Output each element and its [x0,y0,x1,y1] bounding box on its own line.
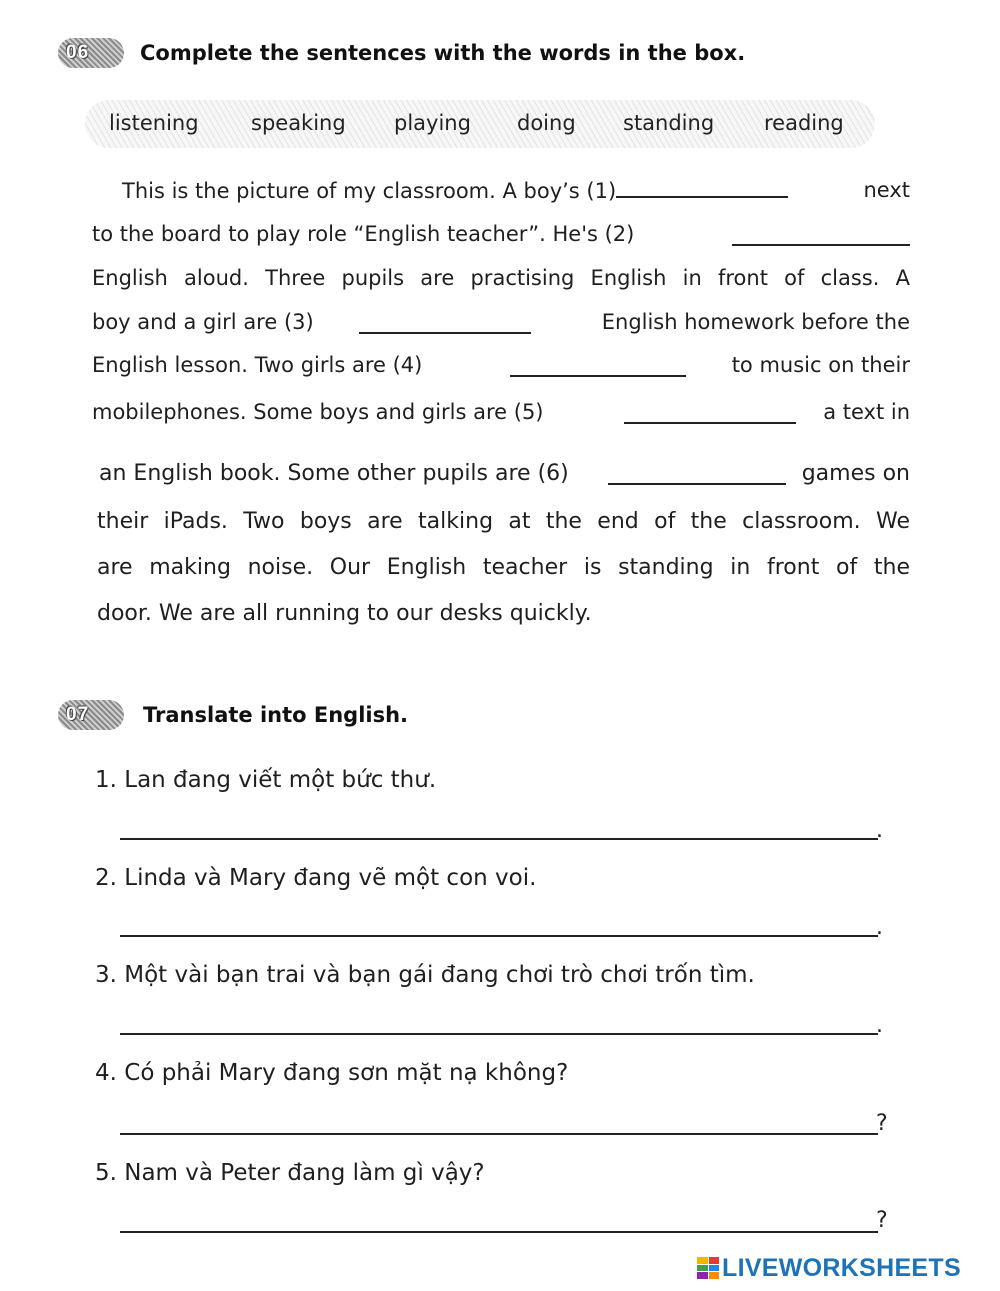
answer-line-5[interactable] [120,1231,878,1233]
passage-text: to the board to play role “English teacher”. He's (2) [92,222,635,246]
passage-line-6 [92,400,910,430]
question-1: 1. Lan đang viết một bức thư. [95,767,437,793]
passage-line-5 [92,353,910,383]
section-07-title: Translate into English. [143,703,409,727]
answer-line-4[interactable] [120,1133,878,1135]
section-06-badge: 06 [58,38,124,68]
passage-line-4 [92,310,910,340]
answer-end-1: . [876,818,883,843]
passage-text: a text in [823,400,910,424]
passage-text: to music on their [731,353,910,377]
word-box-item: reading [764,111,844,135]
passage-line-10: door. We are all running to our desks quickly. [97,601,592,626]
answer-line-1[interactable] [120,838,878,840]
section-07-badge: 07 [58,700,124,730]
passage-text: next [863,178,910,202]
answer-end-2: . [876,915,883,940]
blank-5[interactable] [624,404,796,424]
question-2: 2. Linda và Mary đang vẽ một con voi. [95,865,537,891]
blank-6[interactable] [608,465,786,485]
logo-blocks-icon [697,1257,719,1279]
passage-line-9: are making noise. Our English teacher is standing in front of the [97,555,910,580]
answer-line-3[interactable] [120,1033,878,1035]
answer-line-2[interactable] [120,935,878,937]
passage-text: English lesson. Two girls are (4) [92,353,423,377]
passage-text: boy and a girl are (3) [92,310,314,334]
section-06-title: Complete the sentences with the words in the box. [140,41,746,65]
logo-text: LIVEWORKSHEETS [722,1253,961,1282]
passage-text: games on [801,461,910,486]
passage-text: an English book. Some other pupils are (6) [99,461,569,486]
answer-end-5: ? [876,1208,888,1233]
blank-3[interactable] [359,314,531,334]
word-box-item: doing [517,111,576,135]
passage-line-7 [99,461,910,491]
answer-end-4: ? [876,1111,888,1136]
passage-text: mobilephones. Some boys and girls are (5) [92,400,544,424]
passage-line-2 [92,222,910,252]
passage-line-1 [92,178,910,208]
answer-end-3: . [876,1013,883,1038]
passage-line-8: their iPads. Two boys are talking at the end of the classroom. We [97,509,910,534]
liveworksheets-logo[interactable] [697,1254,961,1282]
question-5: 5. Nam và Peter đang làm gì vậy? [95,1160,485,1186]
blank-1[interactable] [616,178,788,198]
word-box-item: standing [623,111,715,135]
passage-line-3: English aloud. Three pupils are practising English in front of class. A [92,266,910,290]
word-box [85,100,875,148]
blank-2[interactable] [732,226,910,246]
word-box-item: playing [394,111,471,135]
word-box-item: speaking [251,111,346,135]
word-box-item: listening [109,111,199,135]
passage-text: English homework before the [601,310,910,334]
question-4: 4. Có phải Mary đang sơn mặt nạ không? [95,1060,569,1086]
question-3: 3. Một vài bạn trai và bạn gái đang chơi trò chơi trốn tìm. [95,962,755,988]
blank-4[interactable] [510,357,686,377]
passage-text: This is the picture of my classroom. A boy’s (1) [122,179,617,203]
